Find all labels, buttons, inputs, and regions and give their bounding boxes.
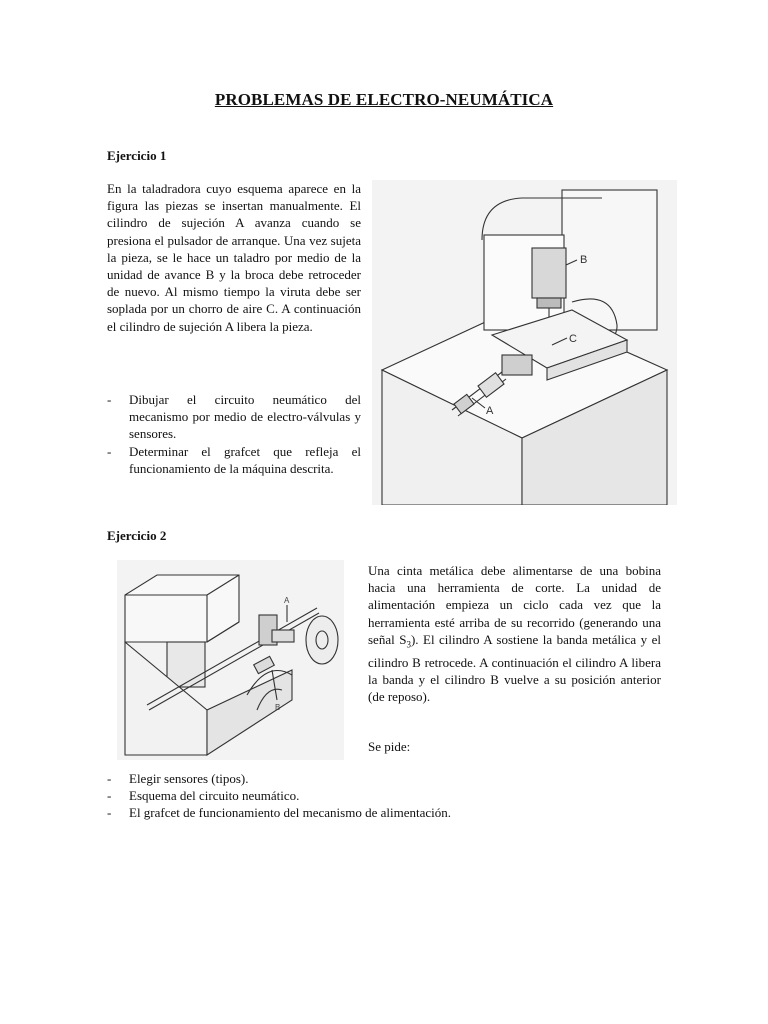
document-title: PROBLEMAS DE ELECTRO-NEUMÁTICA — [214, 90, 554, 109]
task-text: El grafcet de funcionamiento del mecanismo de alimentación. — [129, 805, 451, 821]
list-item — [107, 787, 667, 804]
task-text: Determinar el grafcet que refleja el funcionamiento de la máquina descrita. — [129, 443, 361, 476]
figure-label-a: A — [284, 596, 290, 605]
figure-label-b: B — [275, 703, 281, 712]
se-pide-label: Se pide: — [368, 739, 411, 754]
paragraph-text-start: Una cinta metálica debe alimentarse de una bobina hacia una herramienta de corte. La unidad de alimentación empieza un ciclo cada vez que la herramienta esté arriba de su recorrido (generando una señal S — [368, 563, 661, 647]
strip-feeder-drawing — [117, 560, 344, 760]
exercise-1-paragraph: En la taladradora cuyo esquema aparece en la figura las piezas se insertan manualmente. El cilindro de sujeción A avanza cuando se presiona el pulsador de arranque. Una vez sujeta la pieza, se le hace un taladro por medio de la unidad de avance B y la broca debe retroceder de nuevo. Al mismo tiempo la viruta debe ser soplada por un chorro de aire C. A continuación el cilindro de sujeción A libera la pieza. — [107, 181, 361, 334]
strip-feeder-figure — [117, 560, 344, 760]
task-text: Esquema del circuito neumático. — [129, 788, 300, 804]
exercise-1-task-list — [107, 391, 361, 477]
list-dash: - — [107, 805, 112, 821]
exercise-2-heading: Ejercicio 2 — [107, 528, 167, 543]
list-item — [107, 770, 667, 787]
list-dash: - — [107, 771, 112, 786]
figure-label-a: A — [486, 405, 494, 417]
list-dash: - — [107, 443, 112, 459]
list-item — [107, 804, 667, 821]
drilling-machine-figure — [372, 180, 677, 505]
drilling-machine-drawing — [372, 180, 677, 505]
list-item — [107, 391, 361, 443]
exercise-1-heading: Ejercicio 1 — [107, 148, 167, 163]
figure-label-c: C — [569, 333, 577, 345]
exercise-2-paragraph — [368, 562, 661, 705]
list-dash: - — [107, 788, 112, 804]
list-dash: - — [107, 392, 112, 407]
list-item — [107, 443, 361, 477]
figure-label-b: B — [580, 254, 588, 266]
exercise-2-task-list — [107, 770, 667, 822]
task-text: Elegir sensores (tipos). — [129, 771, 249, 786]
signal-subscript: 3 — [406, 639, 411, 650]
paragraph-text-end: ). El cilindro A sostiene la banda metálica y el cilindro B retrocede. A continuación el cilindro A libera la banda y el cilindro B vuelve a su posición anterior (de reposo). — [368, 631, 662, 705]
task-text: Dibujar el circuito neumático del mecanismo por medio de electro-válvulas y sensores. — [129, 392, 361, 442]
